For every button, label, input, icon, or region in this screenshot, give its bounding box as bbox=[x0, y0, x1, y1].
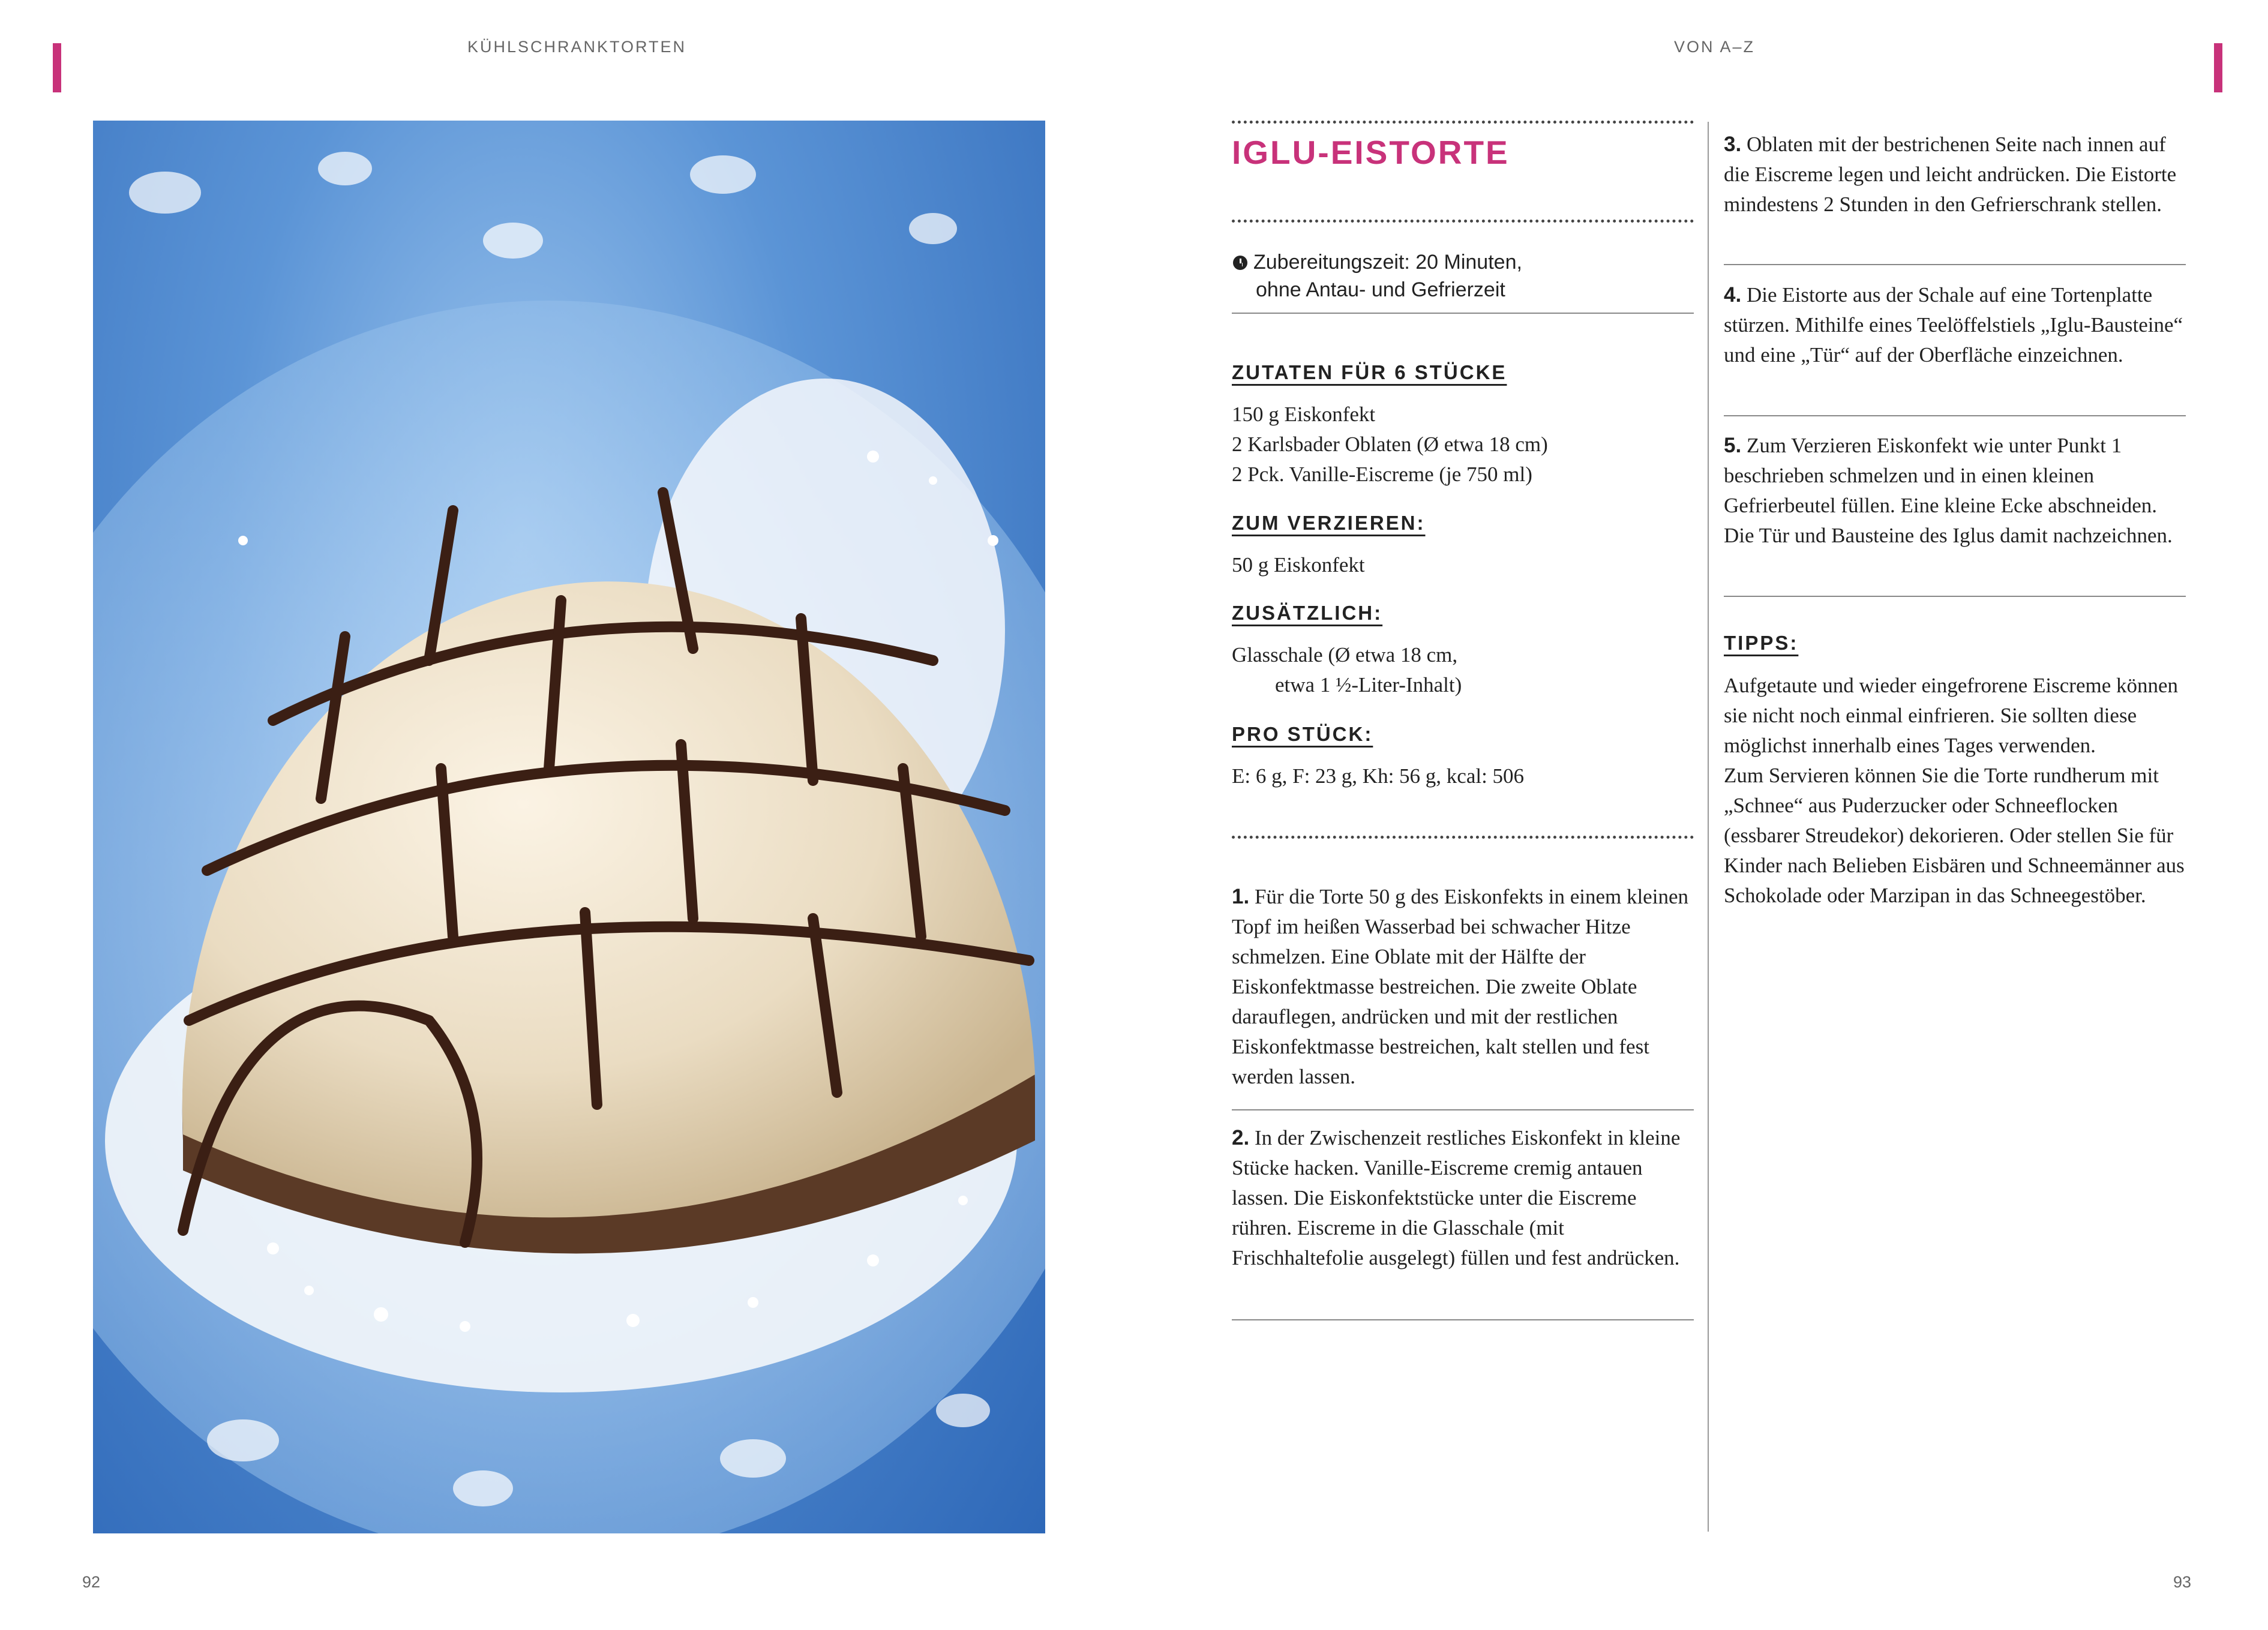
left-page-marker bbox=[53, 43, 61, 92]
prep-time bbox=[1233, 248, 1695, 304]
ingredients-list bbox=[1232, 400, 1700, 490]
step-4 bbox=[1724, 280, 2192, 370]
left-running-head: KÜHLSCHRANKTORTEN bbox=[467, 38, 687, 56]
title-dotted-rule-top bbox=[1232, 121, 1694, 124]
ingredient-item: 2 Pck. Vanille-Eiscreme (je 750 ml) bbox=[1232, 463, 1532, 486]
step-number: 4. bbox=[1724, 283, 1742, 307]
step-number: 5. bbox=[1724, 434, 1742, 457]
step-text: Zum Verzieren Eiskonfekt wie unter Punkt 1 beschrieben schmelzen und in einen kleinen Gefrierbeutel füllen. Eine kleine Ecke abschneiden. Die Tür und Bausteine des Iglus damit nachzeichnen. bbox=[1724, 434, 2173, 547]
column-divider bbox=[1708, 122, 1709, 1532]
recipe-title: IGLU-EISTORTE bbox=[1232, 134, 1510, 171]
igloo-cake-photo bbox=[93, 121, 1045, 1533]
tips-text bbox=[1724, 671, 2192, 911]
step-text: Oblaten mit der bestrichenen Seite nach innen auf die Eiscreme legen und leicht andrücken. Die Eistorte mindestens 2 Stunden in den Gefrierschrank stellen. bbox=[1724, 133, 2177, 216]
title-dotted-rule-bottom bbox=[1232, 220, 1694, 223]
step-2 bbox=[1232, 1123, 1700, 1273]
right-running-head: VON A–Z bbox=[1674, 38, 1756, 56]
right-page-number: 93 bbox=[2173, 1573, 2192, 1591]
left-page-number: 92 bbox=[82, 1573, 101, 1591]
step-3 bbox=[1724, 130, 2192, 220]
tip-item: Aufgetaute und wieder eingefrorene Eiscreme können sie nicht noch einmal einfrieren. Sie sollten diese möglichst innerhalb eines Tages verwenden. bbox=[1724, 674, 2179, 757]
step-rule bbox=[1232, 1109, 1694, 1110]
step-rule bbox=[1232, 1319, 1694, 1320]
tip-item: Zum Servieren können Sie die Torte rundherum mit „Schnee“ aus Puderzucker oder Schneeflocken (essbarer Streudekor) dekorieren. Oder stellen Sie für Kinder nach Belieben Eisbären und Schneemänner aus Schokolade oder Marzipan in das Schneegestöber. bbox=[1724, 764, 2185, 907]
step-text: Für die Torte 50 g des Eiskonfekts in einem kleinen Topf im heißen Wasserbad bei schwacher Hitze schmelzen. Eine Oblate mit der Hälfte der Eiskonfektmasse bestreichen. Die zweite Oblate darauflegen, andrücken und mit der restlichen Eiskonfektmasse bestreichen, kalt stellen und fest werden lassen. bbox=[1232, 885, 1688, 1088]
decorate-item: 50 g Eiskonfekt bbox=[1232, 553, 1365, 577]
prep-time-rule bbox=[1232, 313, 1694, 314]
prep-time-line1: Zubereitungszeit: 20 Minuten, bbox=[1253, 251, 1522, 274]
tips-heading: TIPPS: bbox=[1724, 632, 1799, 654]
additional-line1: Glasschale (Ø etwa 18 cm, bbox=[1232, 643, 1458, 667]
step-1 bbox=[1232, 882, 1700, 1092]
step-rule bbox=[1724, 596, 2186, 597]
clock-icon bbox=[1233, 256, 1247, 270]
prep-time-line2: ohne Antau- und Gefrierzeit bbox=[1256, 278, 1505, 301]
step-rule bbox=[1724, 415, 2186, 416]
additional-text bbox=[1232, 640, 1700, 700]
step-number: 3. bbox=[1724, 133, 1742, 156]
step-number: 1. bbox=[1232, 885, 1250, 908]
per-piece-heading: PRO STÜCK: bbox=[1232, 723, 1373, 745]
ingredients-heading: ZUTATEN FÜR 6 STÜCKE bbox=[1232, 361, 1507, 383]
step-text: Die Eistorte aus der Schale auf eine Tortenplatte stürzen. Mithilfe eines Teelöffelstiels „Iglu-Bausteine“ und eine „Tür“ auf der Oberfläche einzeichnen. bbox=[1724, 283, 2183, 367]
steps-dotted-rule bbox=[1232, 836, 1694, 839]
step-number: 2. bbox=[1232, 1126, 1250, 1149]
right-page-marker bbox=[2214, 43, 2222, 92]
additional-heading: ZUSÄTZLICH: bbox=[1232, 602, 1383, 624]
ingredient-item: 150 g Eiskonfekt bbox=[1232, 403, 1376, 426]
per-piece-value: E: 6 g, F: 23 g, Kh: 56 g, kcal: 506 bbox=[1232, 764, 1525, 788]
ingredient-item: 2 Karlsbader Oblaten (Ø etwa 18 cm) bbox=[1232, 433, 1548, 456]
step-5 bbox=[1724, 431, 2192, 551]
additional-line2: etwa 1 ½-Liter-Inhalt) bbox=[1275, 673, 1462, 697]
step-rule bbox=[1724, 264, 2186, 265]
step-text: In der Zwischenzeit restliches Eiskonfekt in kleine Stücke hacken. Vanille-Eiscreme cremig antauen lassen. Die Eiskonfektstücke unter die Eiscreme rühren. Eiscreme in die Glasschale (mit Frischhaltefolie ausgelegt) füllen und fest andrücken. bbox=[1232, 1126, 1681, 1269]
decorate-heading: ZUM VERZIEREN: bbox=[1232, 512, 1426, 534]
